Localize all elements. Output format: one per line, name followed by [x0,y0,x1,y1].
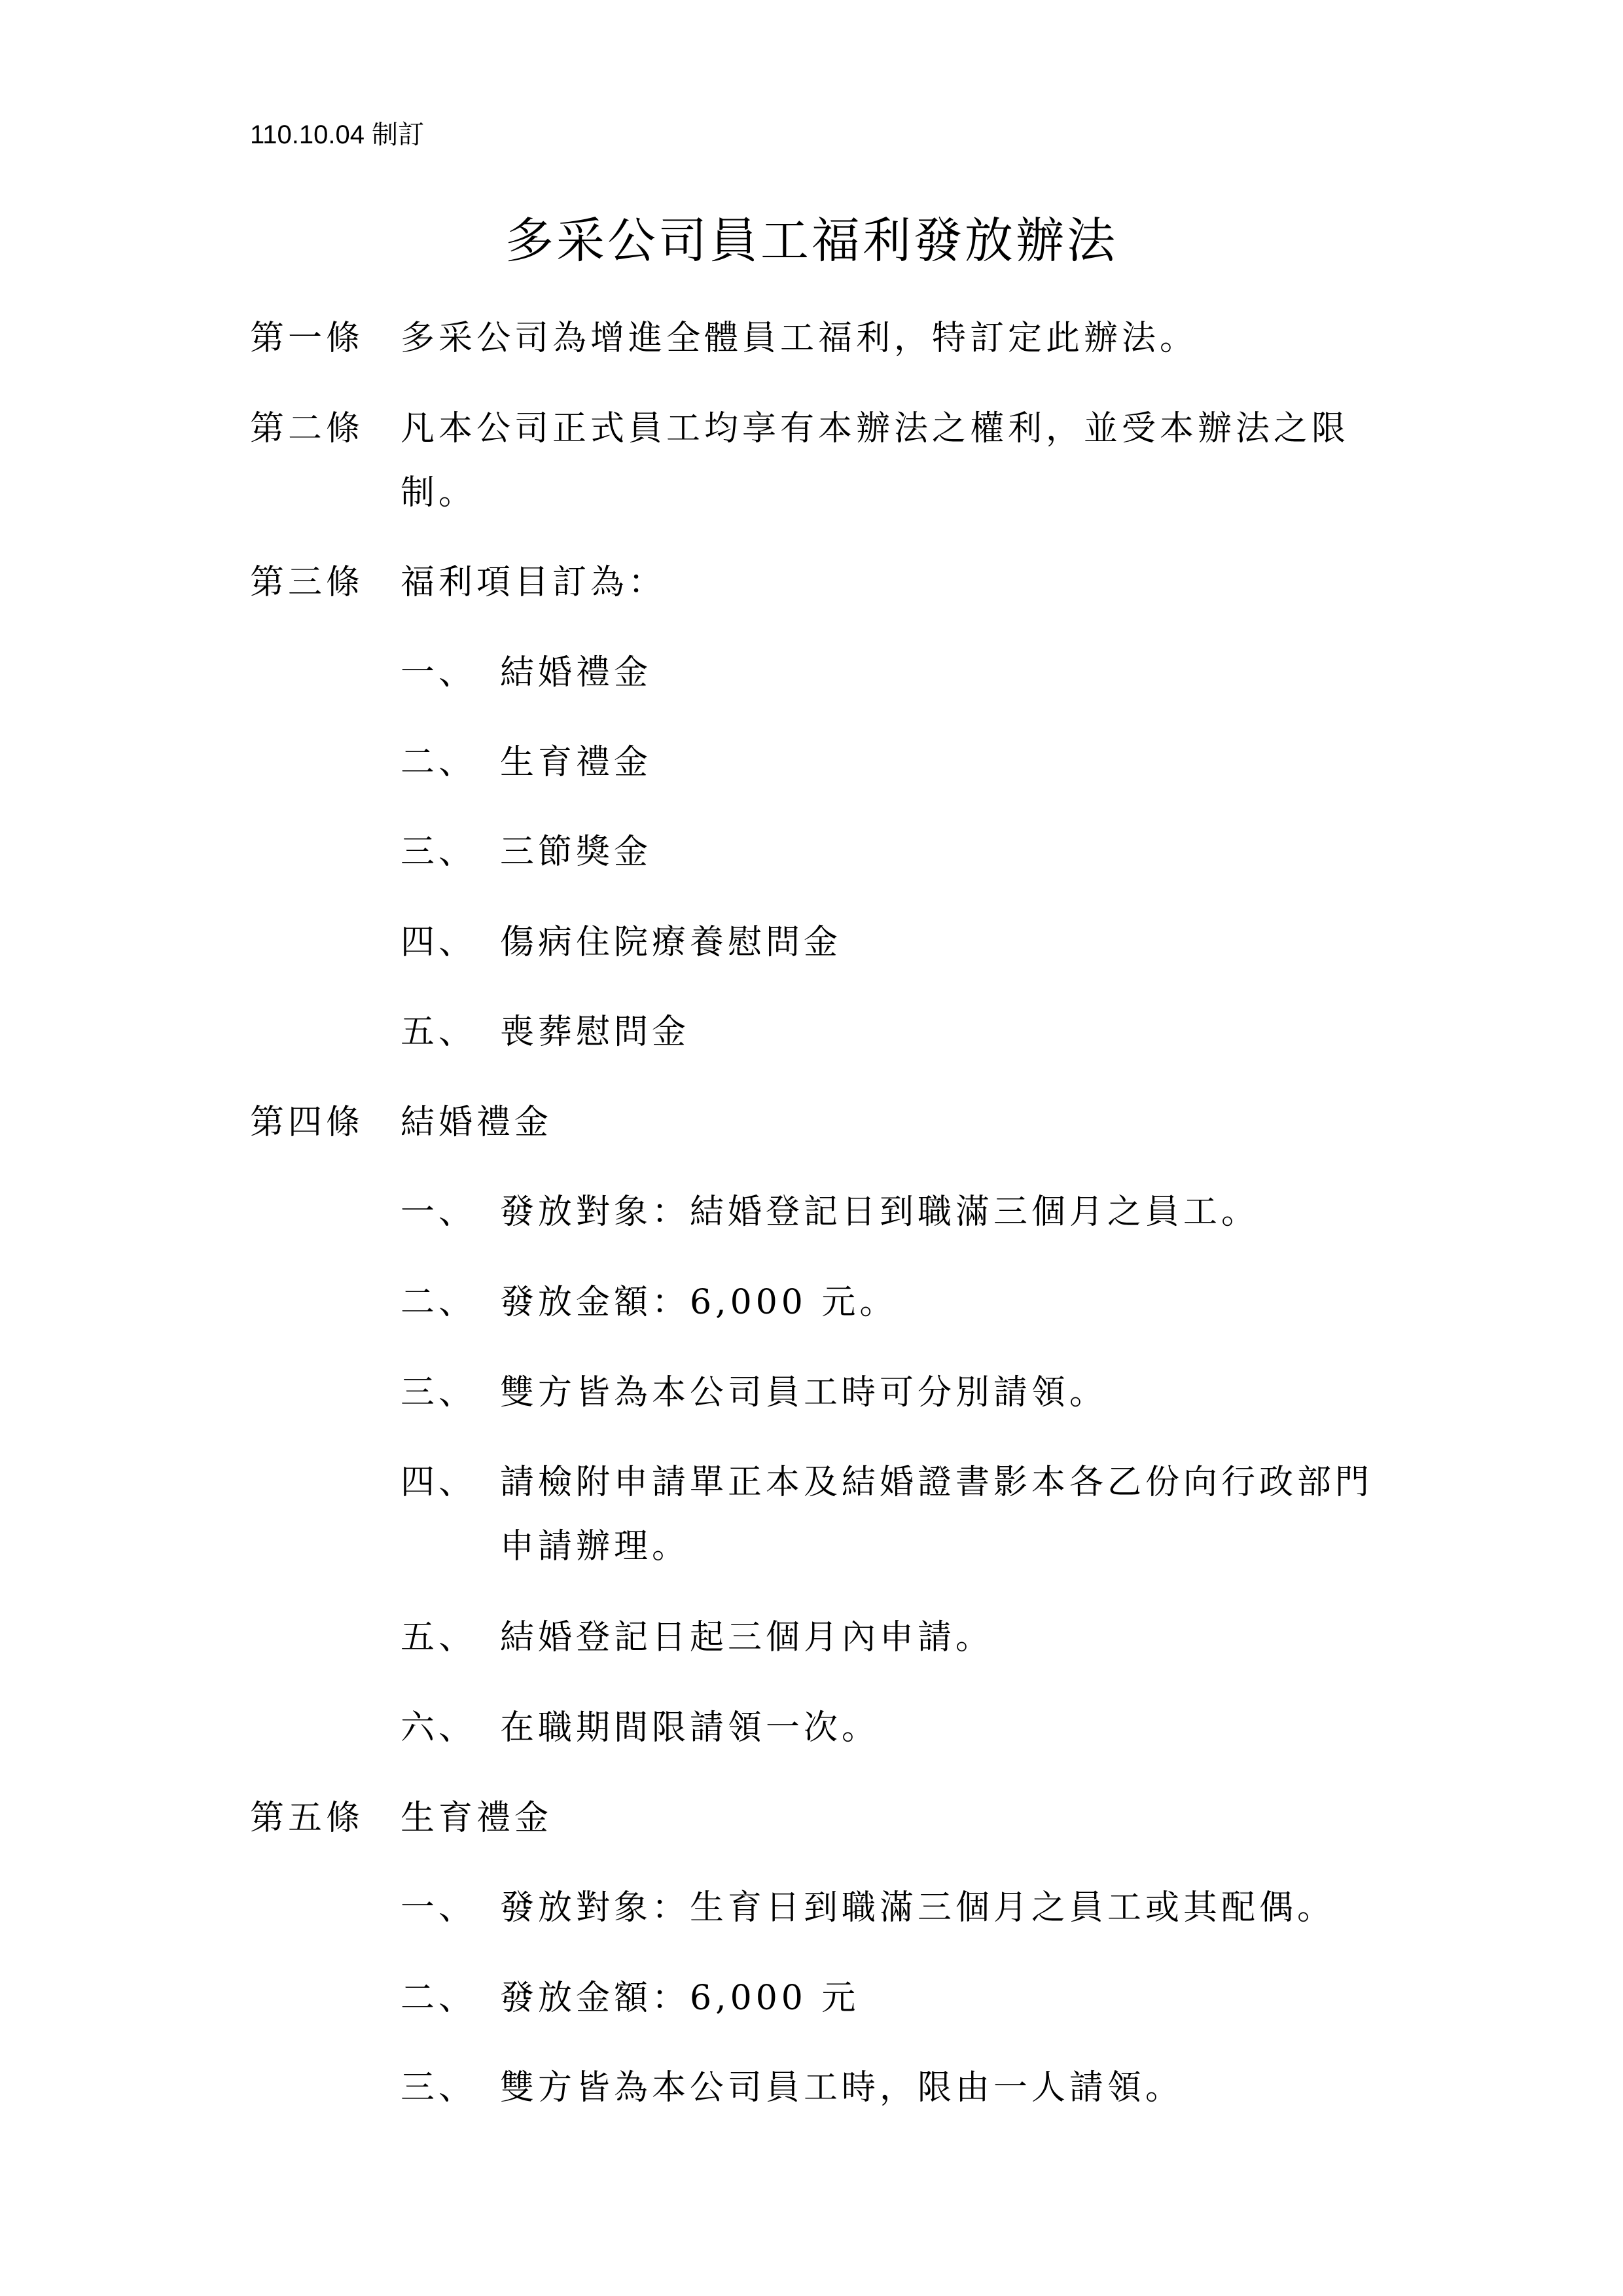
article-4-item-2-num: 二、 [401,1283,477,1322]
article-5-item-1-text: 發放對象：生育日到職滿三個月之員工或其配偶。 [500,1888,1336,1928]
article-4-item-6-text: 在職期間限請領一次。 [500,1708,880,1748]
article-4-item-4-num: 四、 [401,1463,477,1502]
article-1-label: 第一條 [250,319,365,358]
article-4-text: 結婚禮金 [401,1103,553,1142]
article-5-text: 生育禮金 [401,1799,553,1838]
article-4-item-1-text: 發放對象：結婚登記日到職滿三個月之員工。 [500,1193,1260,1232]
article-4-item-5-num: 五、 [401,1618,477,1657]
article-5-item-2-num: 二、 [401,1979,477,2018]
article-3-item-2-text: 生育禮金 [500,743,652,782]
article-3-item-1-num: 一、 [401,653,477,692]
article-3-item-2-num: 二、 [401,743,477,782]
article-2-text-cont: 制。 [401,473,477,512]
article-3-label: 第三條 [250,563,365,602]
article-3-item-4-num: 四、 [401,923,477,962]
article-5-item-3-num: 三、 [401,2068,477,2108]
article-3-item-5-text: 喪葬慰問金 [500,1013,690,1052]
article-4-item-4-text-cont: 申請辦理。 [500,1527,690,1566]
article-3-item-1-text: 結婚禮金 [500,653,652,692]
article-4-item-5-text: 結婚登記日起三個月內申請。 [500,1618,994,1657]
article-4-item-3-num: 三、 [401,1373,477,1412]
article-4-item-6-num: 六、 [401,1708,477,1748]
header-date: 110.10.04 制訂 [250,120,425,149]
article-5-label: 第五條 [250,1799,365,1838]
document-title: 多采公司員工福利發放辦法 [505,213,1118,269]
article-4-item-3-text: 雙方皆為本公司員工時可分別請領。 [500,1373,1108,1412]
article-4-item-2-text: 發放金額：6,000 元。 [500,1283,898,1322]
article-2-text: 凡本公司正式員工均享有本辦法之權利，並受本辦法之限 [401,409,1350,448]
article-4-item-4-text: 請檢附申請單正本及結婚證書影本各乙份向行政部門 [500,1463,1374,1502]
article-5-item-2-text: 發放金額：6,000 元 [500,1979,860,2018]
article-3-item-3-num: 三、 [401,833,477,872]
article-2-label: 第二條 [250,409,365,448]
article-1-text: 多采公司為增進全體員工福利，特訂定此辦法。 [401,319,1198,358]
article-4-label: 第四條 [250,1103,365,1142]
article-4-item-1-num: 一、 [401,1193,477,1232]
article-3-item-3-text: 三節獎金 [500,833,652,872]
article-5-item-1-num: 一、 [401,1888,477,1928]
article-3-text: 福利項目訂為： [401,563,667,602]
article-3-item-5-num: 五、 [401,1013,477,1052]
article-5-item-3-text: 雙方皆為本公司員工時，限由一人請領。 [500,2068,1184,2108]
article-3-item-4-text: 傷病住院療養慰問金 [500,923,842,962]
